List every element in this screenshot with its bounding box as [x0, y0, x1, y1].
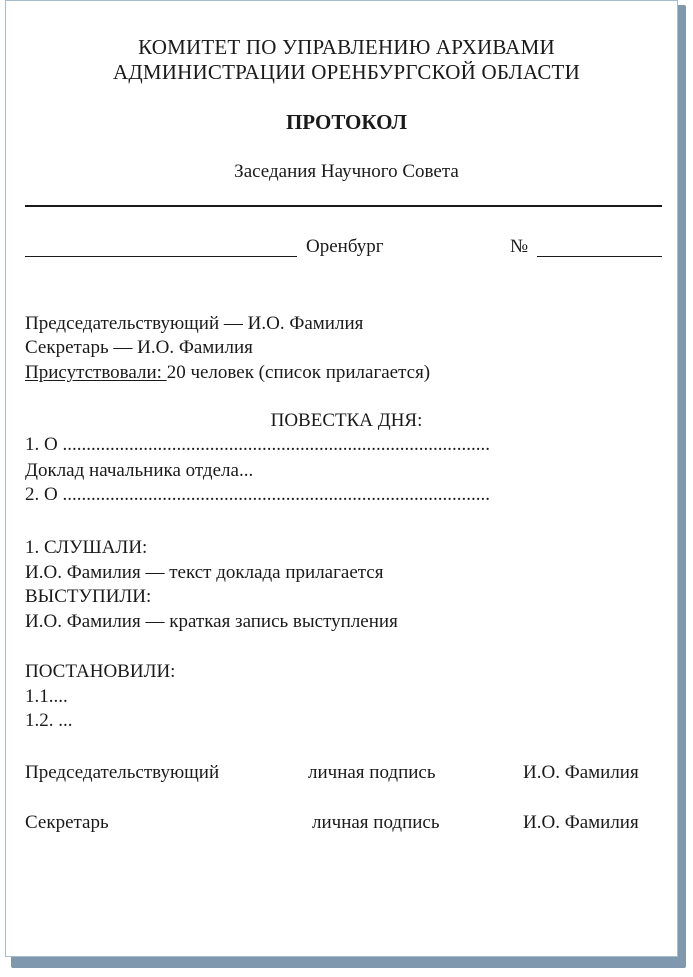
- resolution-heading: ПОСТАНОВИЛИ:: [25, 661, 176, 682]
- agenda-heading: ПОВЕСТКА ДНЯ:: [270, 410, 423, 431]
- number-sign: №: [510, 236, 529, 257]
- spoke-label: ВЫСТУПИЛИ:: [25, 586, 152, 607]
- secretary-role: Секретарь: [25, 812, 109, 833]
- secretary-signature: личная подпись: [312, 812, 440, 833]
- org-name-line-1: КОМИТЕТ ПО УПРАВЛЕНИЮ АРХИВАМИ: [138, 35, 555, 59]
- agenda-item-2: 2. О ..........................................................................................: [25, 484, 490, 505]
- resolution-item-2: 1.2. ...: [25, 710, 73, 731]
- heard-label: 1. СЛУШАЛИ:: [25, 537, 148, 558]
- city-label: Оренбург: [306, 236, 384, 257]
- secretary-name: И.О. Фамилия: [523, 812, 639, 833]
- header-divider: [25, 205, 662, 207]
- present-label: Присутствовали:: [25, 362, 167, 383]
- present-value: 20 человек (список прилагается): [166, 362, 431, 383]
- agenda-item-1-note: Доклад начальника отдела...: [25, 460, 254, 481]
- resolution-item-1: 1.1....: [25, 686, 68, 707]
- agenda-item-1: 1. О ..........................................................................................: [25, 434, 490, 455]
- chair-signature: личная подпись: [308, 762, 436, 783]
- number-blank-line: [537, 238, 662, 257]
- secretary-line: Секретарь — И.О. Фамилия: [25, 337, 253, 358]
- chair-line: Председательствующий — И.О. Фамилия: [25, 313, 364, 334]
- document-title: ПРОТОКОЛ: [285, 110, 408, 134]
- org-name-line-2: АДМИНИСТРАЦИИ ОРЕНБУРГСКОЙ ОБЛАСТИ: [113, 60, 580, 84]
- heard-text: И.О. Фамилия — текст доклада прилагается: [25, 562, 384, 583]
- chair-role: Председательствующий: [25, 762, 220, 783]
- present-line: [25, 362, 430, 384]
- document-subtitle: Заседания Научного Совета: [234, 161, 459, 182]
- spoke-text: И.О. Фамилия — краткая запись выступления: [25, 611, 398, 632]
- date-blank-line: [25, 238, 297, 257]
- chair-name: И.О. Фамилия: [523, 762, 639, 783]
